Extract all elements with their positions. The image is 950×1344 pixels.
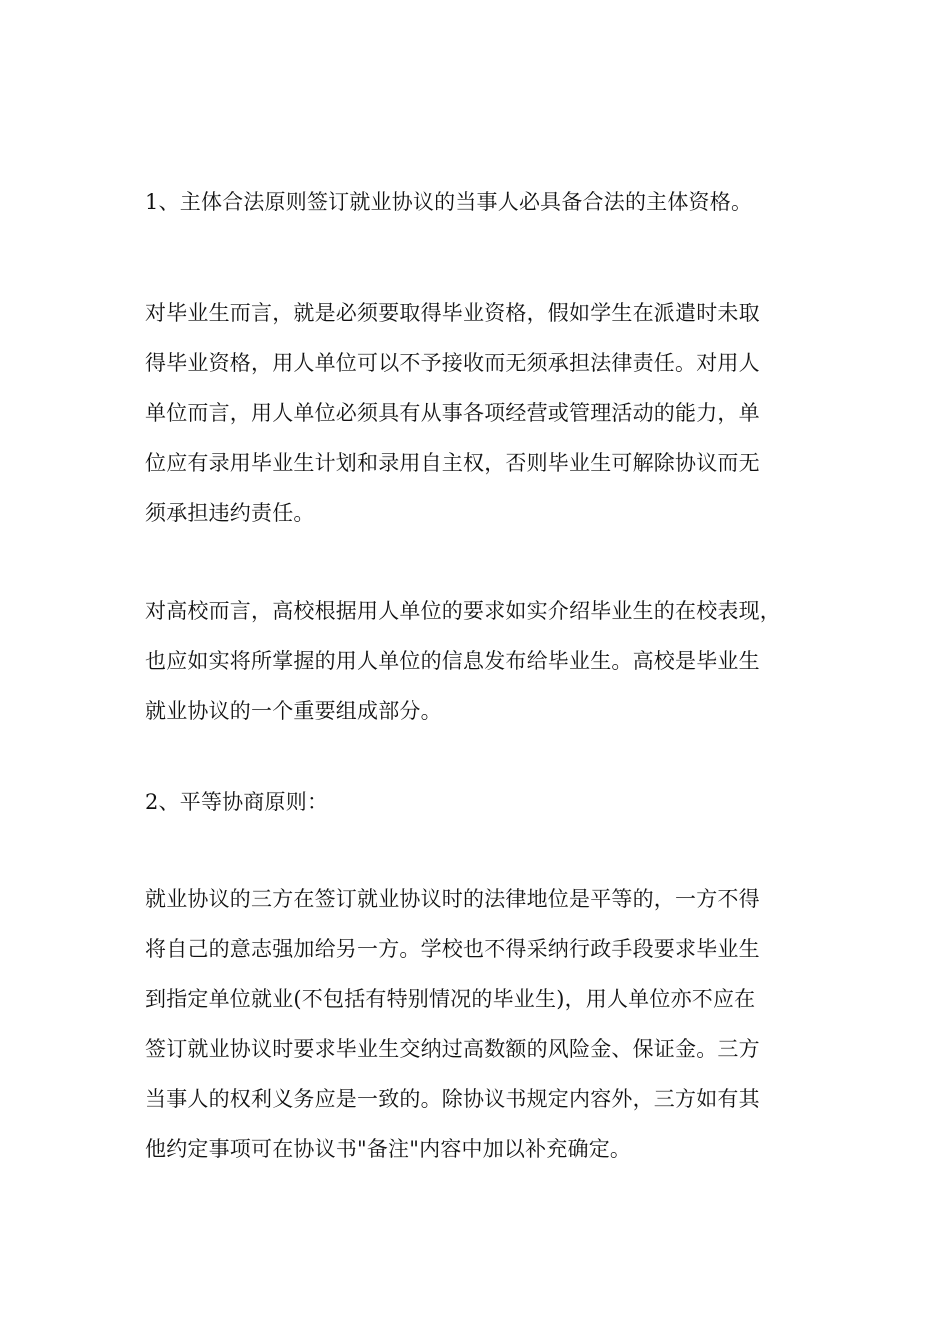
- paragraph-line: 单位而言，用人单位必须具有从事各项经营或管理活动的能力，单: [145, 401, 760, 425]
- paragraph-line: 签订就业协议时要求毕业生交纳过高数额的风险金、保证金。三方: [145, 1037, 760, 1061]
- paragraph-line: 他约定事项可在协议书"备注"内容中加以补充确定。: [145, 1137, 632, 1161]
- paragraph-line: 得毕业资格，用人单位可以不予接收而无须承担法律责任。对用人: [145, 351, 760, 375]
- paragraph-line: 也应如实将所掌握的用人单位的信息发布给毕业生。高校是毕业生: [145, 649, 760, 673]
- paragraph-line: 位应有录用毕业生计划和录用自主权，否则毕业生可解除协议而无: [145, 451, 760, 475]
- paragraph-line: 就业协议的三方在签订就业协议时的法律地位是平等的，一方不得: [145, 887, 760, 911]
- section-heading-1: 1、主体合法原则签订就业协议的当事人必具备合法的主体资格。: [145, 190, 753, 214]
- section-heading-2: 2、平等协商原则：: [145, 790, 329, 814]
- paragraph-line: 当事人的权利义务应是一致的。除协议书规定内容外，三方如有其: [145, 1087, 760, 1111]
- paragraph-line: 将自己的意志强加给另一方。学校也不得采纳行政手段要求毕业生: [145, 937, 760, 961]
- paragraph-line: 到指定单位就业(不包括有特别情况的毕业生)，用人单位亦不应在: [145, 987, 756, 1011]
- paragraph-line: 就业协议的一个重要组成部分。: [145, 699, 442, 723]
- paragraph-line: 须承担违约责任。: [145, 501, 315, 525]
- paragraph-line: 对高校而言，高校根据用人单位的要求如实介绍毕业生的在校表现，: [145, 599, 781, 623]
- paragraph-line: 对毕业生而言，就是必须要取得毕业资格，假如学生在派遣时未取: [145, 301, 760, 325]
